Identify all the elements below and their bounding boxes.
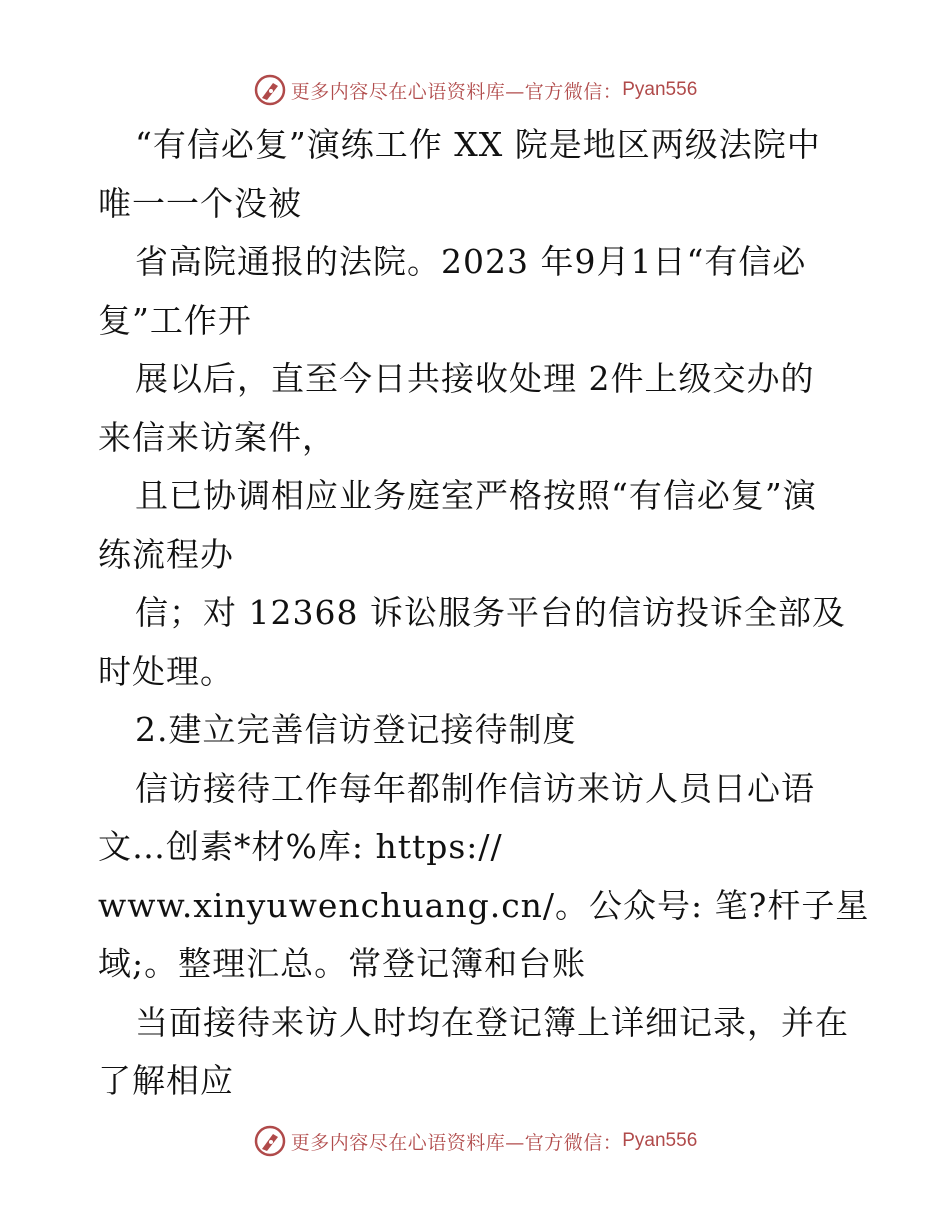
text-line: 了解相应 [98, 1061, 234, 1100]
footer-banner [0, 1121, 950, 1161]
text-line: www.xinyuwenchuang.cn/。公众号: 笔?杆子星 [98, 885, 870, 925]
text-line: 展以后，直至今日共接收处理 2件上级交办的 [135, 359, 815, 398]
text-line: 唯一一个没被 [98, 183, 302, 223]
text-line: 域;。整理汇总。常登记簿和台账 [98, 944, 587, 983]
banner-text: 更多内容尽在心语资料库—官方微信： [290, 1131, 623, 1154]
text-line: 文…创素*材%库: https:// [98, 827, 503, 866]
header-banner [0, 70, 950, 110]
banner-text: 更多内容尽在心语资料库—官方微信： [290, 80, 623, 103]
text-line: 且已协调相应业务庭室严格按照“有信必复”演 [135, 476, 817, 515]
document-body [98, 116, 868, 1111]
text-line: 练流程办 [98, 534, 234, 574]
pen-nib-logo-icon [253, 73, 287, 107]
text-line: “有信必复”演练工作 XX 院是地区两级法院中 [135, 125, 821, 164]
text-line: 复”工作开 [98, 300, 252, 340]
pen-nib-logo-icon [253, 1124, 287, 1158]
text-line: 2.建立完善信访登记接待制度 [135, 710, 577, 749]
text-line: 信访接待工作每年都制作信访来访人员日心语 [135, 768, 815, 808]
text-line: 信；对 12368 诉讼服务平台的信访投诉全部及 [135, 593, 846, 632]
text-line: 当面接待来访人时均在登记簿上详细记录，并在 [135, 1002, 849, 1042]
text-line: 省高院通报的法院。2023 年9月1日“有信必 [135, 242, 807, 281]
banner-wechat-id: Pyan556 [622, 79, 698, 100]
banner-wechat-id: Pyan556 [622, 1130, 698, 1151]
text-line: 时处理。 [98, 651, 234, 691]
text-line: 来信来访案件， [98, 417, 336, 457]
